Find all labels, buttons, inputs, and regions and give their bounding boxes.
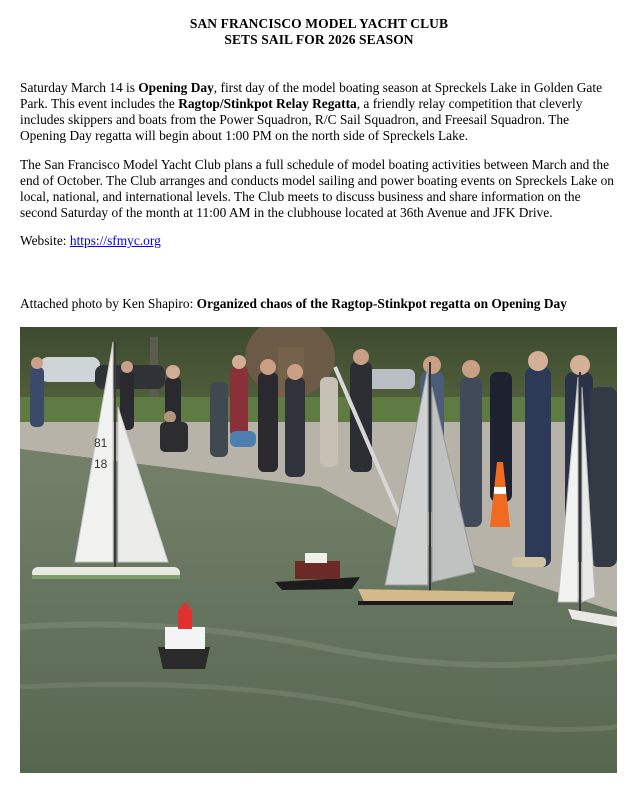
intro-text-2: , first day of the model boating season at Spreckels Lake in Golden Gate Park. This event includes the (20, 80, 603, 111)
regatta-name-bold: Ragtop/Stinkpot Relay Regatta (178, 96, 357, 111)
photo-credit: Attached photo by Ken Shapiro: (20, 296, 197, 311)
website-line (20, 233, 618, 249)
website-link[interactable]: https://sfmyc.org (69, 233, 161, 248)
opening-day-bold: Opening Day (138, 80, 214, 95)
title-line-2: SETS SAIL FOR 2026 SEASON (224, 32, 414, 47)
intro-paragraph (20, 80, 618, 144)
intro-text-3: , a friendly relay competition that cleverly includes skippers and boats from the Power Squadron, R/C Sail Squadron, and Freesail Squadron. The Opening Day regatta will begin about 1:00 PM on the north side of Spreckels Lake. (20, 96, 583, 143)
intro-text-1: Saturday March 14 is (20, 80, 139, 95)
parked-car (40, 357, 100, 382)
sail-number: 81 (94, 436, 108, 450)
small-boat (512, 557, 546, 567)
regatta-photo (20, 327, 617, 773)
photo-caption (20, 296, 618, 312)
sail-number: 18 (94, 457, 108, 471)
title-line-1: SAN FRANCISCO MODEL YACHT CLUB (189, 16, 449, 31)
club-paragraph: The San Francisco Model Yacht Club plans a full schedule of model boating activities between March and the end of October. The Club arranges and conducts model sailing and power boating events on Spreckels Lake on local, national, and international levels. The Club meets to discuss business and share information on the second Saturday of the month at 11:00 AM in the clubhouse located at 36th Avenue and JFK Drive. (20, 157, 614, 220)
page-title (0, 16, 638, 48)
website-label: Website: (20, 233, 70, 248)
dog (230, 431, 256, 447)
photo-caption-bold: Organized chaos of the Ragtop-Stinkpot regatta on Opening Day (196, 296, 567, 311)
